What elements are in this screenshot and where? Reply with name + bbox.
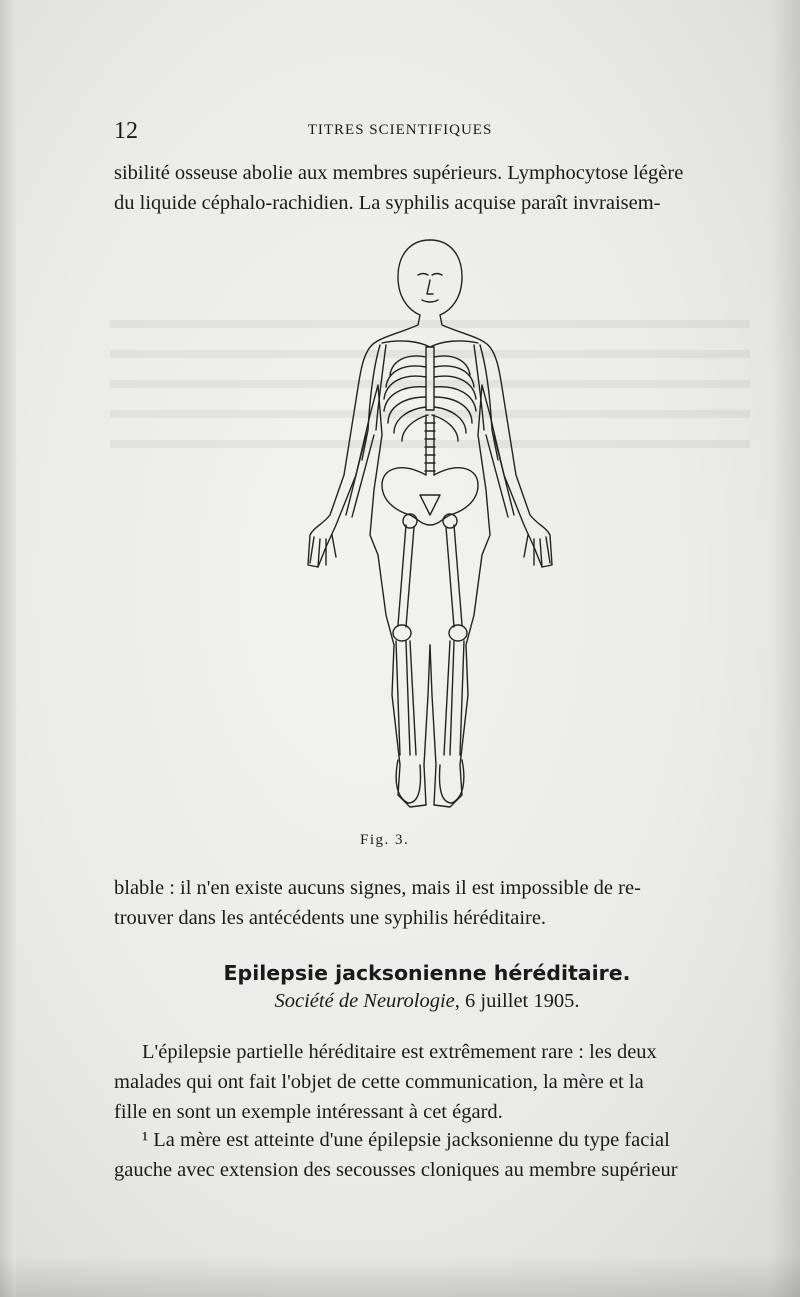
section-title: Epilepsie jacksonienne héréditaire. (223, 961, 631, 985)
paragraph-epilepsy (114, 1037, 740, 1127)
text-line: ¹ La mère est atteinte d'une épilepsie jacksonienne du type facial (142, 1129, 670, 1151)
source-journal: Société de Neurologie (274, 990, 455, 1012)
text-line: sibilité osseuse abolie aux membres supérieurs. Lymphocytose légère (114, 162, 684, 184)
text-line: L'épilepsie partielle héréditaire est extrêmement rare : les deux (142, 1041, 657, 1063)
text-line: malades qui ont fait l'objet de cette communication, la mère et la (114, 1071, 644, 1093)
source-date: , 6 juillet 1905. (454, 990, 580, 1012)
text-line: gauche avec extension des secousses cloniques au membre supérieur (114, 1159, 678, 1181)
page-number: 12 (114, 118, 138, 144)
text-line: blable : il n'en existe aucuns signes, mais il est impossible de re- (114, 877, 641, 899)
section-source (114, 990, 740, 1013)
paragraph-mother (114, 1125, 740, 1185)
figure-caption: Fig. 3. (360, 832, 410, 848)
page-bottom-shadow (0, 1255, 800, 1297)
page-right-shadow (770, 0, 800, 1297)
text-line: fille en sont un exemple intéressant à cet égard. (114, 1101, 503, 1123)
text-line: du liquide céphalo-rachidien. La syphilis acquise paraît invraisem- (114, 192, 661, 214)
paragraph-top (114, 158, 740, 218)
running-head: TITRES SCIENTIFIQUES (307, 122, 493, 138)
text-line: trouver dans les antécédents une syphilis héréditaire. (114, 907, 547, 929)
paragraph-continued (114, 873, 740, 933)
skeleton-figure (270, 225, 590, 825)
page-left-edge (0, 0, 16, 1297)
